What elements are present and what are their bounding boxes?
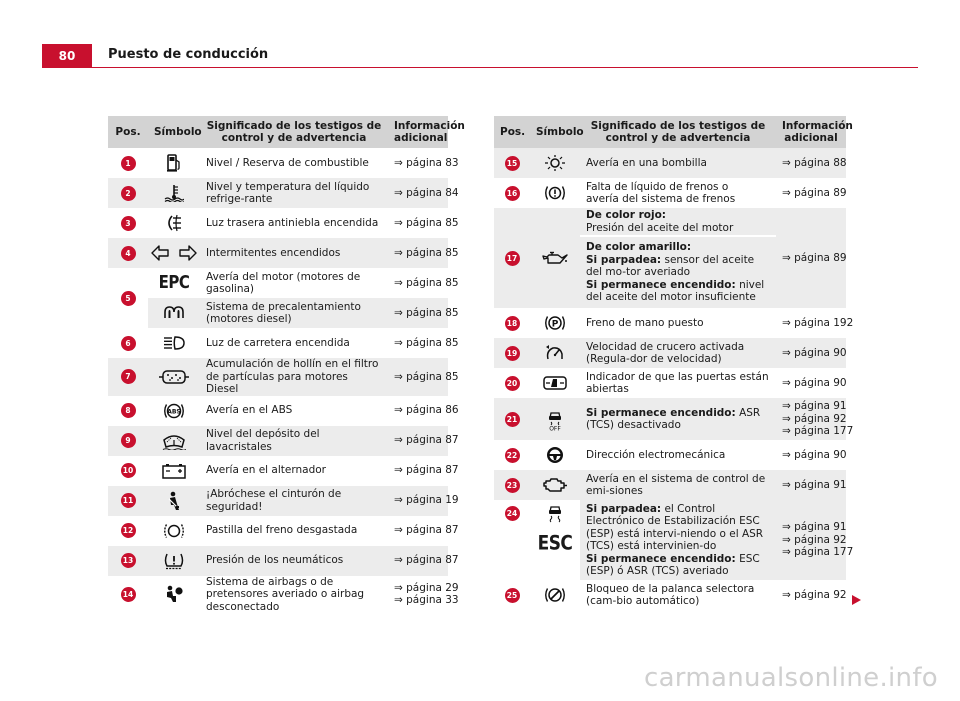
position-badge: 6 xyxy=(121,336,136,351)
table-row xyxy=(108,576,448,614)
row-text: Luz trasera antiniebla encendida xyxy=(200,208,388,238)
page-ref-link[interactable]: ⇒ página 177 xyxy=(782,425,854,438)
position-badge: 18 xyxy=(505,316,520,331)
tire-pressure-icon xyxy=(163,552,185,570)
page-ref-link[interactable]: ⇒ página 192 xyxy=(782,316,854,329)
page-ref-link[interactable]: ⇒ página 33 xyxy=(394,594,459,607)
table-row xyxy=(108,208,448,238)
position-badge: 19 xyxy=(505,346,520,361)
glow-plug-icon xyxy=(163,306,185,320)
page-number: 80 xyxy=(42,44,92,68)
position-badge: 16 xyxy=(505,186,520,201)
page-ref-link[interactable]: ⇒ página 89 xyxy=(782,251,847,264)
page-ref-link[interactable]: ⇒ página 83 xyxy=(394,156,459,169)
page-ref-link[interactable]: ⇒ página 91 xyxy=(782,478,847,491)
airbag-icon xyxy=(164,585,184,603)
position-badge: 12 xyxy=(121,523,136,538)
table-row xyxy=(494,148,846,178)
table-row xyxy=(494,338,846,368)
row-text: Intermitentes encendidos xyxy=(200,238,388,268)
page-ref-link[interactable]: ⇒ página 85 xyxy=(394,276,459,289)
washer-fluid-icon xyxy=(162,432,186,450)
gear-selector-icon xyxy=(544,586,566,604)
row-text: Nivel del depósito del lavacristales xyxy=(200,426,388,456)
turn-signals-icon xyxy=(151,245,197,261)
table-row xyxy=(494,580,846,610)
position-badge: 11 xyxy=(121,493,136,508)
position-badge: 5 xyxy=(121,291,136,306)
table-row xyxy=(494,440,846,470)
page-ref-link[interactable]: ⇒ página 29 xyxy=(394,581,459,594)
position-badge: 10 xyxy=(121,463,136,478)
position-badge: 25 xyxy=(505,588,520,603)
row-text xyxy=(580,500,776,580)
battery-icon xyxy=(162,463,186,479)
page-ref-link[interactable]: ⇒ página 87 xyxy=(394,434,459,447)
oil-pressure-icon xyxy=(542,251,568,265)
col-pos: Pos. xyxy=(108,116,148,148)
blink-label: Si parpadea: xyxy=(586,253,662,266)
table-row xyxy=(494,308,846,338)
watermark: carmanualsonline.info xyxy=(643,663,938,693)
steady-label: Si permanece encendido: xyxy=(586,406,736,419)
page-ref-link[interactable]: ⇒ página 87 xyxy=(394,524,459,537)
warning-lights-table-right xyxy=(494,116,854,610)
row-text: Nivel / Reserva de combustible xyxy=(200,148,388,178)
door-open-icon xyxy=(543,375,567,391)
seatbelt-icon xyxy=(165,491,183,511)
off-label: OFF xyxy=(549,425,561,431)
page-ref-link[interactable]: ⇒ página 88 xyxy=(782,156,847,169)
row-text: Bloqueo de la palanca selectora (cam-bio automático) xyxy=(580,580,776,610)
table-row xyxy=(108,546,448,576)
table-row xyxy=(108,298,448,328)
brake-fluid-icon xyxy=(544,184,566,202)
page-title: Puesto de conducción xyxy=(108,47,269,62)
parking-brake-icon xyxy=(544,314,566,332)
table-row xyxy=(494,368,846,398)
table-row xyxy=(494,208,846,236)
abs-icon xyxy=(163,402,185,420)
row-text: Indicador de que las puertas están abiertas xyxy=(580,368,776,398)
warning-lights-table-left xyxy=(108,116,465,613)
page-ref-link[interactable]: ⇒ página 90 xyxy=(782,448,847,461)
page-ref-link[interactable]: ⇒ página 91 xyxy=(782,400,847,413)
header-rule xyxy=(92,67,918,68)
cruise-control-icon xyxy=(544,344,566,362)
page-ref-link[interactable]: ⇒ página 86 xyxy=(394,404,459,417)
position-badge: 17 xyxy=(505,251,520,266)
table-row xyxy=(108,396,448,426)
page-ref-link[interactable]: ⇒ página 92 xyxy=(782,412,847,425)
particulate-filter-icon xyxy=(159,370,189,384)
svg-text:ABS: ABS xyxy=(167,407,181,415)
table-row xyxy=(108,178,448,208)
col-symbol: Símbolo xyxy=(148,116,200,148)
fuel-icon xyxy=(167,154,181,172)
position-badge: 9 xyxy=(121,433,136,448)
row-text: Sistema de airbags o de pretensores averiado o airbag desconectado xyxy=(200,576,388,614)
table-row xyxy=(108,486,448,516)
col-meaning: Significado de los testigos de control y de advertencia xyxy=(200,116,388,148)
position-badge: 21 xyxy=(505,412,520,427)
steering-icon xyxy=(544,446,566,464)
row-text: Velocidad de crucero activada (Regula-dor de velocidad) xyxy=(580,338,776,368)
col-symbol: Símbolo xyxy=(530,116,580,148)
table-row xyxy=(494,500,846,580)
next-page-arrow-icon[interactable] xyxy=(852,595,861,605)
page-ref-link[interactable]: ⇒ página 85 xyxy=(394,246,459,259)
position-badge: 23 xyxy=(505,478,520,493)
table-row xyxy=(108,238,448,268)
yellow-label: De color amarillo: xyxy=(586,241,692,254)
row-text: Freno de mano puesto xyxy=(580,308,776,338)
row-text: Presión de los neumáticos xyxy=(200,546,388,576)
high-beam-icon xyxy=(163,336,185,350)
red-text: Presión del aceite del motor xyxy=(586,221,734,234)
brake-pads-icon xyxy=(163,522,185,540)
table-row xyxy=(494,398,846,440)
position-badge: 14 xyxy=(121,587,136,602)
position-badge: 4 xyxy=(121,246,136,261)
page-ref-link[interactable]: ⇒ página 85 xyxy=(394,306,459,319)
page-ref-link[interactable]: ⇒ página 85 xyxy=(394,336,459,349)
row-text: Sistema de precalentamiento (motores diesel) xyxy=(200,298,388,328)
row-text xyxy=(580,208,776,236)
page-ref-link[interactable]: ⇒ página 19 xyxy=(394,494,459,507)
steady-text: ESC (ESP) ó ASR (TCS) averiado xyxy=(586,552,760,577)
position-badge: 3 xyxy=(121,216,136,231)
row-text: Pastilla del freno desgastada xyxy=(200,516,388,546)
position-badge: 20 xyxy=(505,376,520,391)
red-label: De color rojo: xyxy=(586,209,666,221)
row-text xyxy=(580,398,776,440)
col-info: Información adicional xyxy=(388,116,448,148)
page-ref-link[interactable]: ⇒ página 84 xyxy=(394,186,459,199)
row-text: Acumulación de hollín en el filtro de partículas para motores Diesel xyxy=(200,358,388,396)
row-text: ¡Abróchese el cinturón de seguridad! xyxy=(200,486,388,516)
page-ref-link[interactable]: ⇒ página 90 xyxy=(782,346,847,359)
row-text: Avería en el ABS xyxy=(200,396,388,426)
position-badge: 15 xyxy=(505,156,520,171)
page-ref-link[interactable]: ⇒ página 91 xyxy=(782,521,847,534)
page-ref-link[interactable]: ⇒ página 92 xyxy=(782,533,847,546)
steady-text: nivel del aceite del motor insuficiente xyxy=(586,278,765,304)
page-ref-link[interactable]: ⇒ página 85 xyxy=(394,216,459,229)
row-text xyxy=(580,178,776,208)
page-ref-link[interactable]: ⇒ página 87 xyxy=(394,554,459,567)
table-row xyxy=(108,268,448,298)
page-ref-link[interactable]: ⇒ página 87 xyxy=(394,464,459,477)
row-text: Dirección electromecánica xyxy=(580,440,776,470)
row-text: Avería en el alternador xyxy=(200,456,388,486)
row-text: Avería en una bombilla xyxy=(580,148,776,178)
table-row xyxy=(108,426,448,456)
table-row xyxy=(108,516,448,546)
table-row xyxy=(494,178,846,208)
position-badge: 22 xyxy=(505,448,520,463)
position-badge: 1 xyxy=(121,156,136,171)
row-text-value: ASR (TCS) desactivado xyxy=(586,406,761,431)
row-text-line: avería del sistema de frenos xyxy=(586,193,736,205)
engine-control-icon xyxy=(542,476,568,494)
position-badge: 13 xyxy=(121,553,136,568)
page-ref-link[interactable]: ⇒ página 177 xyxy=(782,546,854,559)
epc-icon: EPC xyxy=(158,270,190,293)
table-header xyxy=(108,116,448,148)
page-ref-link[interactable]: ⇒ página 90 xyxy=(782,376,847,389)
position-badge: 24 xyxy=(505,506,520,521)
col-meaning: Significado de los testigos de control y de advertencia xyxy=(580,116,776,148)
esc-icon: ESC xyxy=(537,532,573,556)
blink-text: el Control Electrónico de Estabilización ESC (ESP) está intervi-niendo o el ASR (TCS) está intervinien-do xyxy=(586,502,764,552)
blink-text: sensor del aceite del mo-tor averiado xyxy=(586,253,755,279)
row-text: Nivel y temperatura del líquido refrige-rante xyxy=(200,178,388,208)
steady-label: Si permanece encendido: xyxy=(586,552,736,565)
steady-label: Si permanece encendido: xyxy=(586,278,736,291)
col-pos: Pos. xyxy=(494,116,530,148)
table-header xyxy=(494,116,846,148)
page-ref-link[interactable]: ⇒ página 92 xyxy=(782,588,847,601)
position-badge: 7 xyxy=(121,369,136,384)
coolant-temperature-icon xyxy=(164,184,184,202)
row-text: Avería en el sistema de control de emi-siones xyxy=(580,470,776,500)
esc-car-icon xyxy=(543,504,567,524)
table-row xyxy=(494,470,846,500)
esc-off-icon xyxy=(543,407,567,431)
row-text-line: Falta de líquido de frenos o xyxy=(586,180,729,193)
position-badge: 2 xyxy=(121,186,136,201)
row-text: Luz de carretera encendida xyxy=(200,328,388,358)
position-badge: 8 xyxy=(121,403,136,418)
col-info: Información adicional xyxy=(776,116,846,148)
bulb-icon xyxy=(543,154,567,172)
row-text xyxy=(580,236,776,308)
table-row xyxy=(108,328,448,358)
table-row xyxy=(108,148,448,178)
svg-text:P: P xyxy=(551,319,559,330)
rear-fog-light-icon xyxy=(164,214,184,232)
page-ref-link[interactable]: ⇒ página 85 xyxy=(394,370,459,383)
table-row xyxy=(108,456,448,486)
row-text: Avería del motor (motores de gasolina) xyxy=(200,268,388,298)
blink-label: Si parpadea: xyxy=(586,502,662,515)
page-ref-link[interactable]: ⇒ página 89 xyxy=(782,186,847,199)
table-row xyxy=(108,358,448,396)
